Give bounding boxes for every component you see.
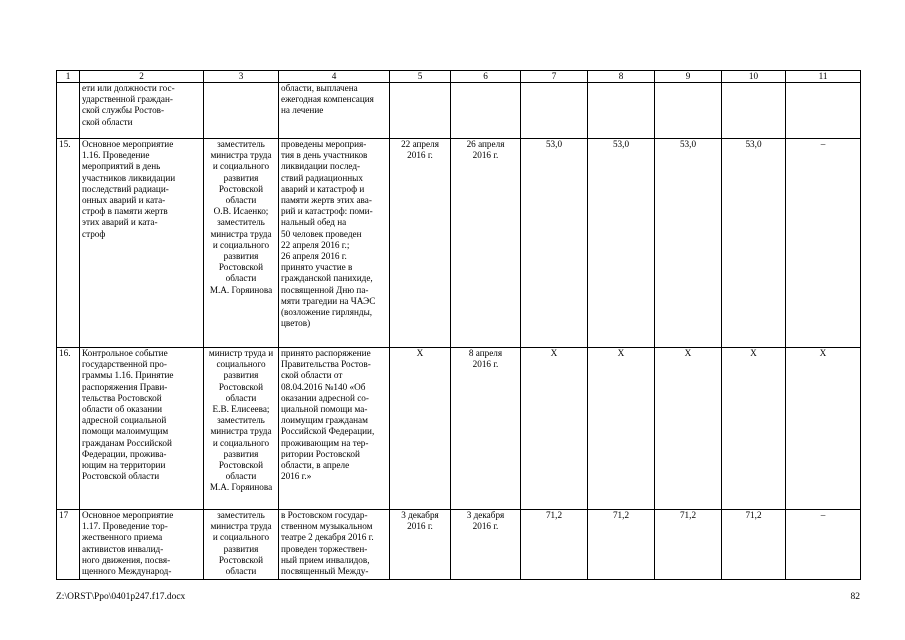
value-col-11: – xyxy=(786,139,861,348)
table-row xyxy=(57,83,861,139)
end-date: 3 декабря 2016 г. xyxy=(451,510,521,580)
row-number: 15. xyxy=(57,139,80,348)
responsible-person: заместитель министра труда и социального развития Ростовской области О.В. Исаенко; заместитель министра труда и социального развития Ростовской области М.А. Горяинова xyxy=(204,139,279,348)
start-date xyxy=(390,83,451,139)
responsible-person xyxy=(204,83,279,139)
value-col-8: X xyxy=(588,348,655,510)
event-result: проведены мероприя- тия в день участников ликвидации послед- ствий радиационных аварий и катастроф и памяти жертв этих ава- рий и катастроф: поми- нальный обед на 50 человек проведен 22 апреля 2016 г.; 26 апреля 2016 г. принято участие в гражданской панихиде, посвященной Дню па- мяти трагедии на ЧАЭС (возложение гирлянды, цветов) xyxy=(279,139,390,348)
value-col-11 xyxy=(786,83,861,139)
value-col-11: X xyxy=(786,348,861,510)
event-name: Основное мероприятие 1.16. Проведение мероприятий в день участников ликвидации последствий радиаци- онных аварий и ката- строф в памяти жертв этих аварий и ката- строф xyxy=(80,139,204,348)
row-number: 16. xyxy=(57,348,80,510)
value-col-7: X xyxy=(521,348,588,510)
col-header-11: 11 xyxy=(786,71,861,83)
end-date: 26 апреля 2016 г. xyxy=(451,139,521,348)
value-col-7: 71,2 xyxy=(521,510,588,580)
value-col-9 xyxy=(655,83,722,139)
value-col-7 xyxy=(521,83,588,139)
value-col-9: X xyxy=(655,348,722,510)
col-header-1: 1 xyxy=(57,71,80,83)
value-col-8: 71,2 xyxy=(588,510,655,580)
event-result: области, выплачена ежегодная компенсация на лечение xyxy=(279,83,390,139)
value-col-8 xyxy=(588,83,655,139)
value-col-9: 53,0 xyxy=(655,139,722,348)
page-number: 82 xyxy=(850,592,860,602)
table-row xyxy=(57,139,861,348)
table-row xyxy=(57,510,861,580)
col-header-2: 2 xyxy=(80,71,204,83)
table-row xyxy=(57,348,861,510)
header-row xyxy=(57,71,861,83)
event-result: в Ростовском государ- ственном музыкальном театре 2 декабря 2016 г. проведен торжествен- ный прием инвалидов, посвященный Между- xyxy=(279,510,390,580)
value-col-11: – xyxy=(786,510,861,580)
value-col-10: X xyxy=(722,348,786,510)
col-header-9: 9 xyxy=(655,71,722,83)
col-header-4: 4 xyxy=(279,71,390,83)
start-date: X xyxy=(390,348,451,510)
col-header-5: 5 xyxy=(390,71,451,83)
responsible-person: министр труда и социального развития Ростовской области Е.В. Елисеева; заместитель министра труда и социального развития Ростовской области М.А. Горяинова xyxy=(204,348,279,510)
event-name: Основное мероприятие 1.17. Проведение тор- жественного приема активистов инвалид- ного движения, посвя- щенного Международ- xyxy=(80,510,204,580)
event-result: принято распоряжение Правительства Ростов- ской области от 08.04.2016 №140 «Об оказании адресной со- циальной помощи ма- лоимущим гражданам Российской Федерации, проживающим на тер- ритории Ростовской области, в апреле 2016 г.» xyxy=(279,348,390,510)
row-number: 17 xyxy=(57,510,80,580)
end-date xyxy=(451,83,521,139)
report-table xyxy=(56,70,861,580)
col-header-10: 10 xyxy=(722,71,786,83)
start-date: 3 декабря 2016 г. xyxy=(390,510,451,580)
row-number xyxy=(57,83,80,139)
event-name: Контрольное событие государственной про- граммы 1.16. Принятие распоряжения Прави- тельства Ростовской области об оказании адресной социальной помощи малоимущим гражданам Российской Федерации, прожива- ющим на территории Ростовской области xyxy=(80,348,204,510)
responsible-person: заместитель министра труда и социального развития Ростовской области xyxy=(204,510,279,580)
start-date: 22 апреля 2016 г. xyxy=(390,139,451,348)
col-header-7: 7 xyxy=(521,71,588,83)
col-header-6: 6 xyxy=(451,71,521,83)
value-col-10: 71,2 xyxy=(722,510,786,580)
value-col-10: 53,0 xyxy=(722,139,786,348)
value-col-9: 71,2 xyxy=(655,510,722,580)
value-col-7: 53,0 xyxy=(521,139,588,348)
col-header-8: 8 xyxy=(588,71,655,83)
value-col-10 xyxy=(722,83,786,139)
col-header-3: 3 xyxy=(204,71,279,83)
event-name: ети или должности гос- ударственной граждан- ской службы Ростов- ской области xyxy=(80,83,204,139)
value-col-8: 53,0 xyxy=(588,139,655,348)
footer-file-path: Z:\ORST\Ppo\0401p247.f17.docx xyxy=(56,592,186,602)
end-date: 8 апреля 2016 г. xyxy=(451,348,521,510)
